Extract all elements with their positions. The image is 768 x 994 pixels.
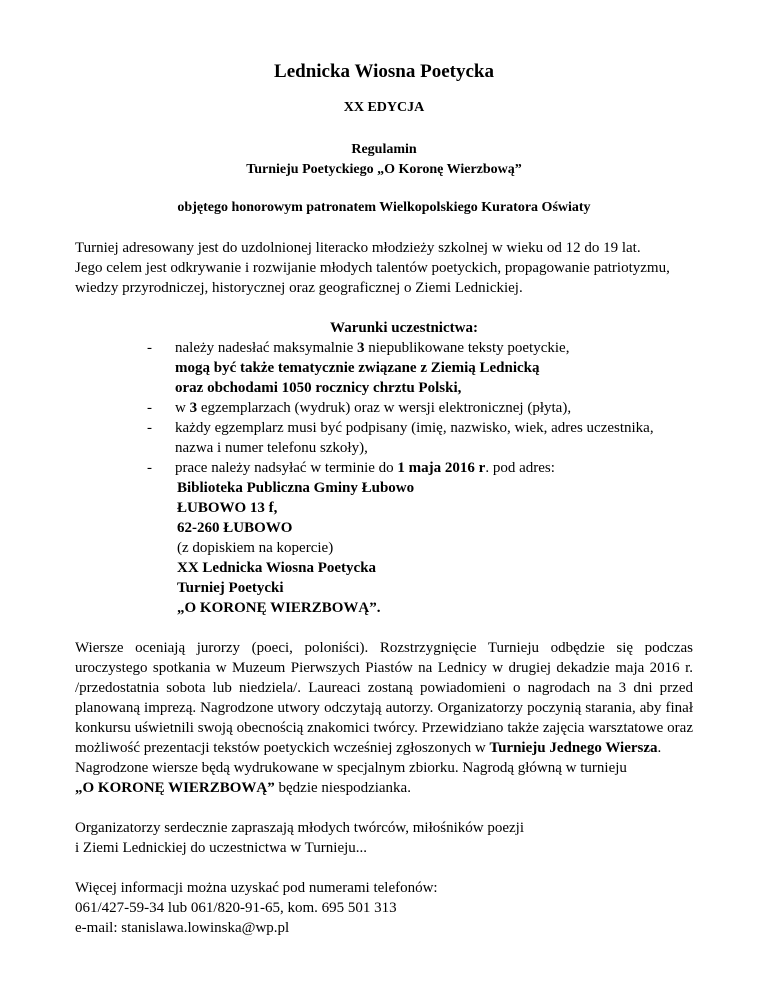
condition-text: należy nadesłać maksymalnie xyxy=(175,340,358,356)
deadline-date: 1 maja 2016 r xyxy=(397,460,486,476)
address-line: Biblioteka Publiczna Gminy Łubowo xyxy=(177,480,415,496)
address-line: ŁUBOWO 13 f, xyxy=(177,500,278,516)
jury-text: Wiersze oceniają jurorzy (poeci, poloniści). Rozstrzygnięcie Turnieju odbędzie się podczas uroczystego spotkania w Muzeum Pierwszych Piastów na Lednicy w drugiej dekadzie maja 2016 r. /przedostatnia sobota lub niedziela/. Laureaci zostaną powiadomieni o nagrodach na 3 dni przed planowaną imprezą. Nagrodzone utwory odczytają autorzy. Organizatorzy poczynią starania, aby finał konkursu uświetnili swoją obecnością znakomici twórcy. Przewidziano także zajęcia warsztatowe oraz możliwość prezentacji tekstów poetyckich wcześniej zgłoszonych w xyxy=(75,640,693,756)
list-dash: - xyxy=(147,420,152,436)
jury-text: . xyxy=(657,740,662,756)
jury-paragraph xyxy=(75,638,693,758)
condition-text: niepublikowane teksty poetyckie, xyxy=(364,340,570,356)
intro-line: Turniej adresowany jest do uzdolnionej literacko młodzieży szkolnej w wieku od 12 do 19 lat. xyxy=(75,240,641,256)
intro-line: Jego celem jest odkrywanie i rozwijanie młodych talentów poetyckich, propagowanie patriotyzmu, xyxy=(75,260,670,276)
email-address: e-mail: stanislawa.lowinska@wp.pl xyxy=(75,920,290,936)
regulamin-heading xyxy=(75,140,693,180)
spacer xyxy=(75,798,693,818)
document-page xyxy=(75,50,693,938)
jury-bold-text: Turnieju Jednego Wiersza xyxy=(489,740,658,756)
condition-item xyxy=(75,338,693,358)
list-dash: - xyxy=(147,400,152,416)
address-note: (z dopiskiem na kopercie) xyxy=(177,540,334,556)
prize-title: „O KORONĘ WIERZBOWĄ” xyxy=(75,780,275,796)
phone-numbers: 061/427-59-34 lub 061/820-91-65, kom. 695 501 313 xyxy=(75,900,397,916)
postal-address xyxy=(75,478,693,618)
condition-count: 3 xyxy=(189,400,198,416)
document-title: Lednicka Wiosna Poetycka xyxy=(274,61,494,82)
condition-text: egzemplarzach (wydruk) oraz w wersji elektronicznej (płyta), xyxy=(197,400,572,416)
address-line: XX Lednicka Wiosna Poetycka xyxy=(177,560,377,576)
contact-line: Więcej informacji można uzyskać pod numerami telefonów: xyxy=(75,880,438,896)
condition-continuation: nazwa i numer telefonu szkoły), xyxy=(175,440,368,456)
list-dash: - xyxy=(147,460,152,476)
condition-count: 3 xyxy=(357,340,365,356)
spacer xyxy=(75,618,693,638)
regulamin-line: Regulamin xyxy=(351,142,417,157)
condition-text: prace należy nadsyłać w terminie do xyxy=(175,460,398,476)
contact-paragraph xyxy=(75,878,693,938)
conditions-heading: Warunki uczestnictwa: xyxy=(330,320,478,336)
condition-item xyxy=(75,398,693,418)
patronage-line: objętego honorowym patronatem Wielkopolskiego Kuratora Oświaty xyxy=(177,200,591,215)
intro-line: wiedzy przyrodniczej, historycznej oraz geograficznej o Ziemi Lednickiej. xyxy=(75,280,523,296)
invite-line: i Ziemi Lednickiej do uczestnictwa w Turnieju... xyxy=(75,840,368,856)
address-line: „O KORONĘ WIERZBOWĄ”. xyxy=(177,600,381,616)
invite-line: Organizatorzy serdecznie zapraszają młodych twórców, miłośników poezji xyxy=(75,820,524,836)
intro-paragraph xyxy=(75,238,693,298)
prize-line: Nagrodzone wiersze będą wydrukowane w specjalnym zbiorku. Nagrodą główną w turnieju xyxy=(75,760,627,776)
invite-paragraph xyxy=(75,818,693,858)
prize-paragraph xyxy=(75,758,693,798)
condition-text: każdy egzemplarz musi być podpisany (imię, nazwisko, wiek, adres uczestnika, xyxy=(175,420,654,436)
list-dash: - xyxy=(147,340,152,356)
tournament-name: Turnieju Poetyckiego „O Koronę Wierzbową” xyxy=(246,162,522,177)
conditions-section xyxy=(75,318,693,618)
condition-bold-line: mogą być także tematycznie związane z Ziemią Lednicką xyxy=(175,360,540,376)
condition-item xyxy=(75,418,693,438)
condition-text: w xyxy=(175,400,190,416)
edition-heading: XX EDYCJA xyxy=(343,100,425,115)
address-line: 62-260 ŁUBOWO xyxy=(177,520,293,536)
spacer xyxy=(75,858,693,878)
condition-bold-line: oraz obchodami 1050 rocznicy chrztu Polski, xyxy=(175,380,462,396)
address-line: Turniej Poetycki xyxy=(177,580,284,596)
prize-text: będzie niespodzianka. xyxy=(274,780,411,796)
condition-text: . pod adres: xyxy=(485,460,555,476)
condition-item xyxy=(75,458,693,478)
